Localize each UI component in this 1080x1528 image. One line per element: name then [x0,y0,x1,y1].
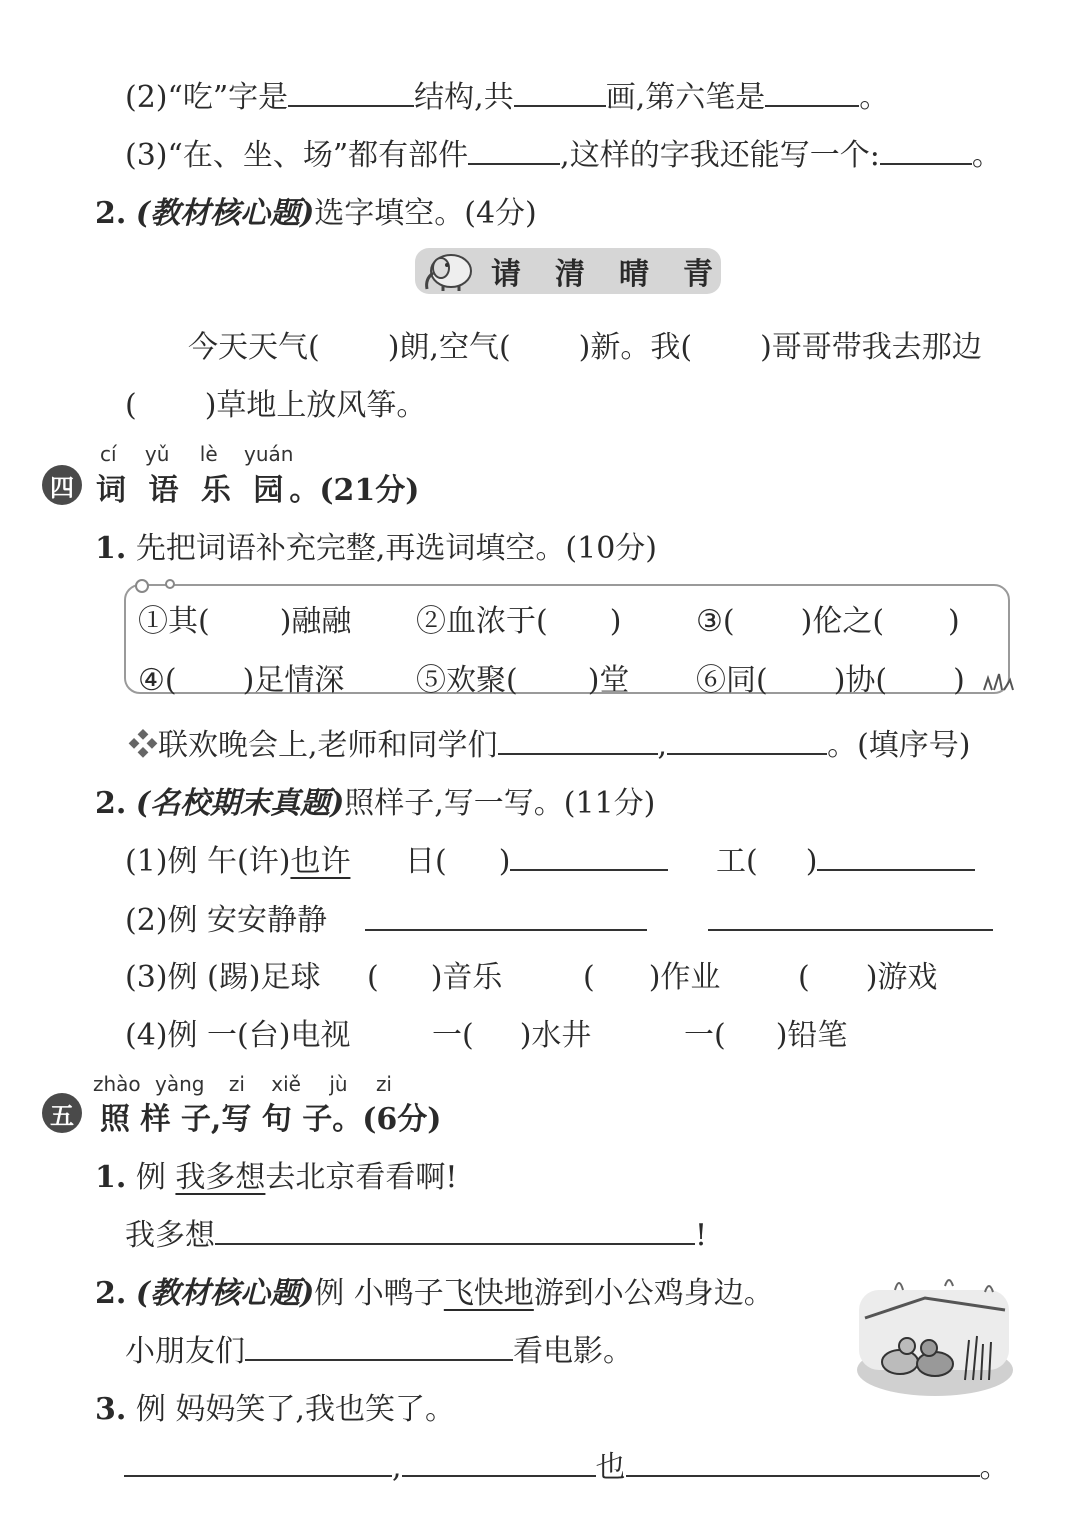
fill-passage-line-1: 今天天气( )朗,空气( )新。我( )哥哥带我去那边 [188,330,982,365]
duck-pond-illustration [855,1270,1015,1400]
question-5-2: 2. (教材核心题)例 小鸭子飞快地游到小公鸡身边。 [95,1276,774,1311]
section-badge: 四 [42,465,82,505]
example-row-2: (2)例 安安静静 [125,903,328,938]
question-5-3-answer: , 也 。 [124,1442,1010,1486]
answer-blank[interactable] [288,77,414,107]
choice-char: 青 [683,257,713,292]
answer-blank[interactable] [124,1447,392,1477]
section-4-title: 词 语 乐 园。(21分) [96,473,420,508]
idiom-2: ②血浓于( ) [416,604,622,639]
answer-blank[interactable] [402,1447,596,1477]
idiom-4: ④( )足情深 [138,663,345,698]
idiom-fill-line: ❖联欢晚会上,老师和同学们 , 。(填序号) [128,720,971,764]
question-4-2-header: 2. (名校期末真题)照样子,写一写。(11分) [95,786,656,821]
question-5-1: 1. 例 我多想去北京看看啊! [95,1160,458,1195]
answer-blank[interactable] [215,1215,695,1245]
question-2-header: 2. (教材核心题)选字填空。(4分) [95,196,537,231]
answer-blank[interactable] [626,1447,980,1477]
section-5-pinyin: zhào yàng zi xiě jù zi [93,1072,392,1096]
answer-blank[interactable] [667,725,827,755]
idiom-6: ⑥同( )协( ) [696,663,965,698]
row-3-item-3: ( )游戏 [798,960,938,995]
row-1-item-1: 日( ) [405,836,668,880]
question-5-1-answer: 我多想 ! [125,1210,707,1254]
question-1-2: (2)“吃”字是 结构,共 画,第六笔是 。 [125,72,889,116]
answer-blank[interactable] [880,135,972,165]
grass-decoration [980,670,1020,692]
question-1-3: (3)“在、坐、场”都有部件 ,这样的字我还能写一个: 。 [125,130,1002,174]
question-4-1-header: 1. 先把词语补充完整,再选词填空。(10分) [95,531,657,566]
fill-passage-line-2: ( )草地上放风筝。 [125,388,427,423]
row-4-item-1: 一( )水井 [432,1018,592,1053]
answer-blank[interactable] [498,725,658,755]
row-3-item-1: ( )音乐 [367,960,503,995]
answer-blank[interactable] [514,77,606,107]
example-row-4: (4)例 一(台)电视 [125,1018,351,1053]
idiom-5: ⑤欢聚( )堂 [416,663,630,698]
answer-blank[interactable] [365,901,647,931]
example-row-3: (3)例 (踢)足球 [125,960,321,995]
answer-blank[interactable] [468,135,560,165]
choice-char: 晴 [619,257,649,292]
answer-blank[interactable] [245,1331,513,1361]
answer-blank[interactable] [708,901,993,931]
answer-blank[interactable] [817,841,975,871]
idiom-1: ①其( )融融 [138,604,352,639]
idiom-3: ③( )伦之( ) [696,604,960,639]
section-4-pinyin: cí yǔ lè yuán [100,442,294,466]
answer-blank[interactable] [510,841,668,871]
elephant-icon [419,249,477,293]
section-5-title: 照 样 子,写 句 子。(6分) [100,1102,442,1137]
dots-decoration [132,578,182,594]
choice-char: 清 [555,257,585,292]
question-5-3: 3. 例 妈妈笑了,我也笑了。 [95,1392,455,1427]
section-badge: 五 [42,1093,82,1133]
question-5-2-answer: 小朋友们 看电影。 [125,1326,633,1370]
choice-char: 请 [491,257,521,292]
row-1-item-2: 工( ) [716,836,975,880]
example-row-1: (1)例 午(许)也许 [125,844,351,879]
answer-blank[interactable] [765,77,859,107]
row-4-item-2: 一( )铅笔 [684,1018,848,1053]
character-choice-bar [415,248,721,294]
row-3-item-2: ( )作业 [583,960,721,995]
